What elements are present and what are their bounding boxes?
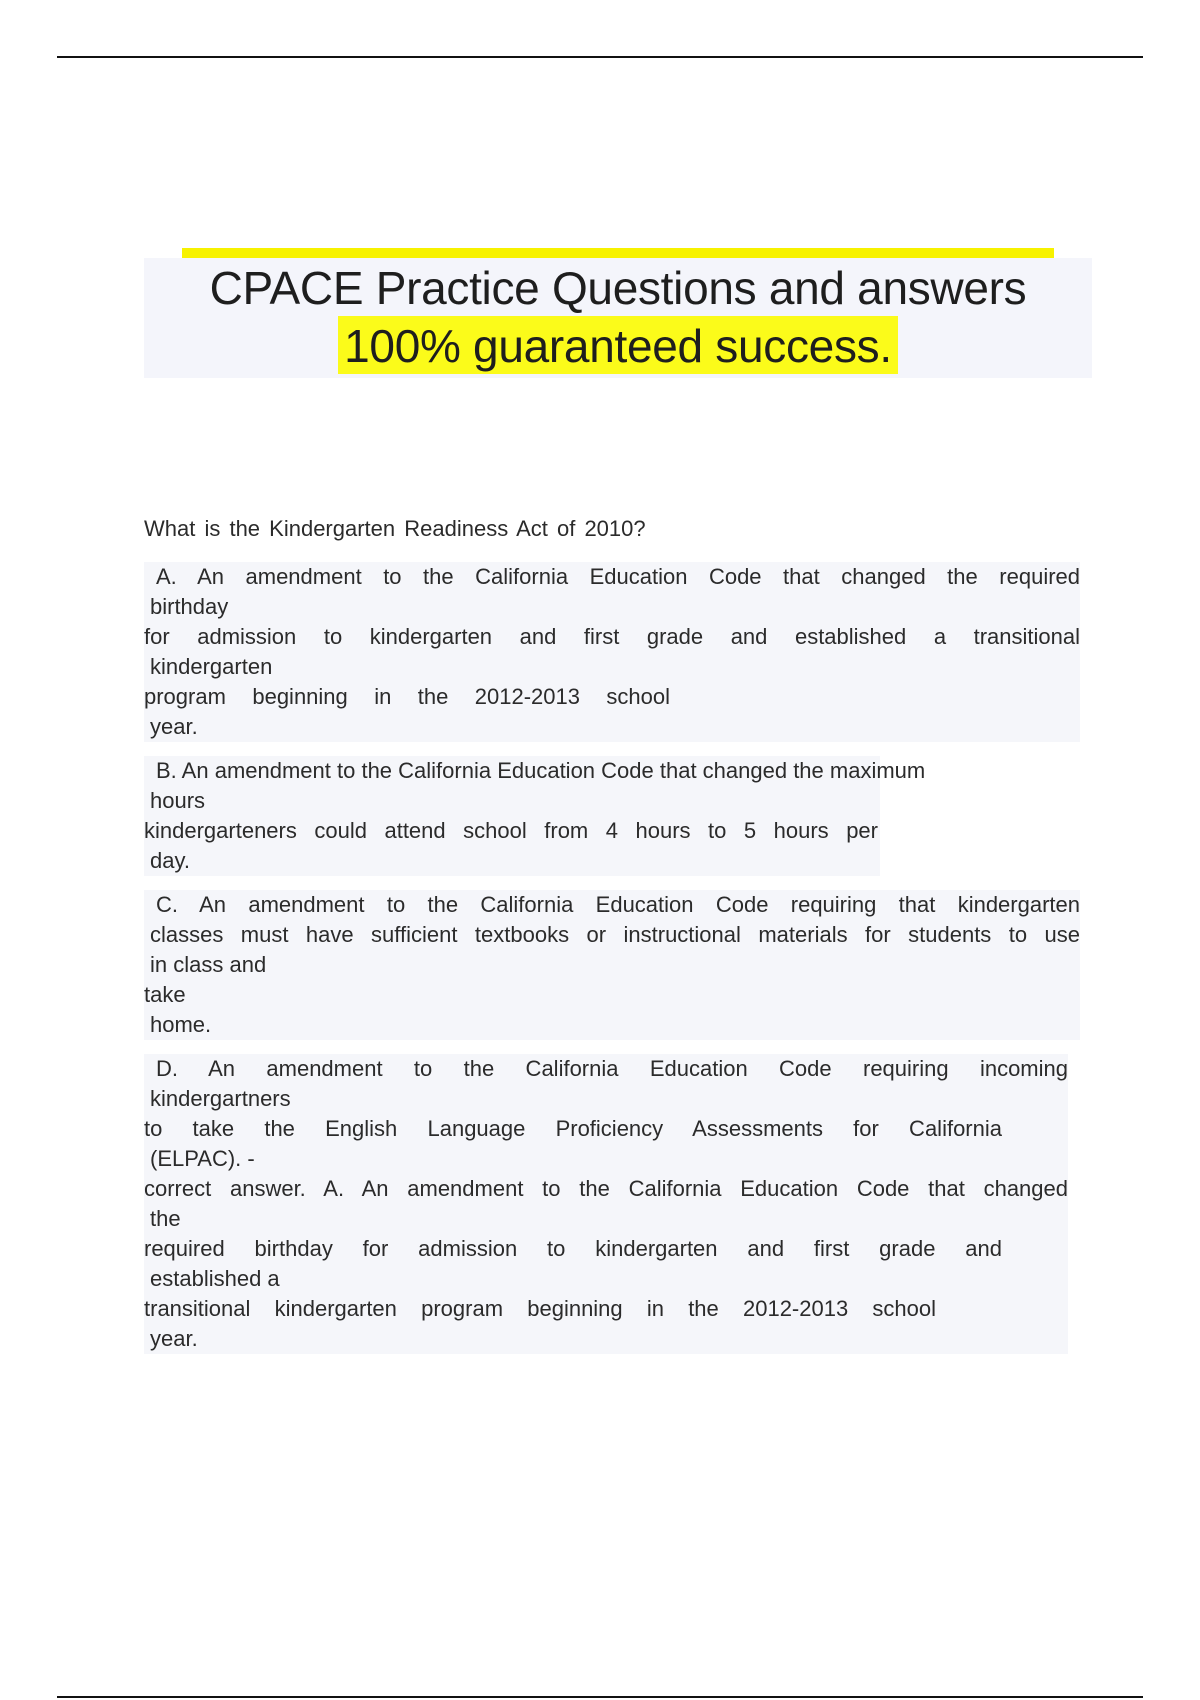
option-d-line: year.	[150, 1326, 198, 1351]
option-c-line: C. An amendment to the California Education Code requiring that kindergarten	[156, 892, 1080, 917]
document-title: CPACE Practice Questions and answers	[209, 262, 1027, 314]
question-text: What is the Kindergarten Readiness Act of 2010?	[144, 516, 646, 541]
option-d-line: D. An amendment to the California Education Code requiring incoming	[156, 1056, 1068, 1081]
highlight-bar	[182, 248, 1054, 258]
option-b-line: hours	[150, 788, 206, 813]
option-c-line: classes must have sufficient textbooks or instructional materials for students to use	[150, 922, 1080, 947]
option-d-line: established a	[150, 1266, 280, 1291]
option-a-line: birthday	[150, 594, 229, 619]
option-d-line: transitional kindergarten program beginning in the 2012-2013 school	[144, 1296, 936, 1321]
option-b-line: kindergarteners could attend school from 4 hours to 5 hours per	[144, 818, 878, 843]
option-c	[144, 890, 1080, 1040]
option-d	[144, 1054, 1068, 1354]
option-c-line: home.	[150, 1012, 212, 1037]
title-block	[144, 258, 1092, 378]
option-a-line: program beginning in the 2012-2013 school	[144, 684, 670, 709]
option-a-line: for admission to kindergarten and first grade and established a transitional	[144, 624, 1080, 649]
title-highlight: 100% guaranteed success.	[338, 316, 898, 374]
option-b-line: day.	[150, 848, 190, 873]
option-a-line: kindergarten	[150, 654, 273, 679]
header-rule	[57, 56, 1143, 58]
option-d-line: to take the English Language Proficiency Assessments for California	[144, 1116, 1002, 1141]
option-d-line: (ELPAC). -	[150, 1146, 255, 1171]
option-c-line: take	[144, 982, 186, 1007]
option-c-line: in class and	[150, 952, 267, 977]
option-d-line: kindergartners	[150, 1086, 291, 1111]
option-a-line: year.	[150, 714, 198, 739]
option-b-line: B. An amendment to the California Education Code that changed the maximum	[156, 758, 926, 783]
option-d-line: required birthday for admission to kindergarten and first grade and	[144, 1236, 1002, 1261]
option-a	[144, 562, 1080, 742]
footer-rule	[57, 1696, 1143, 1698]
option-b	[144, 756, 926, 876]
option-d-line: the	[150, 1206, 181, 1231]
option-a-line: A. An amendment to the California Education Code that changed the required	[156, 564, 1080, 589]
correct-answer-line: correct answer. A. An amendment to the California Education Code that changed	[144, 1176, 1068, 1201]
